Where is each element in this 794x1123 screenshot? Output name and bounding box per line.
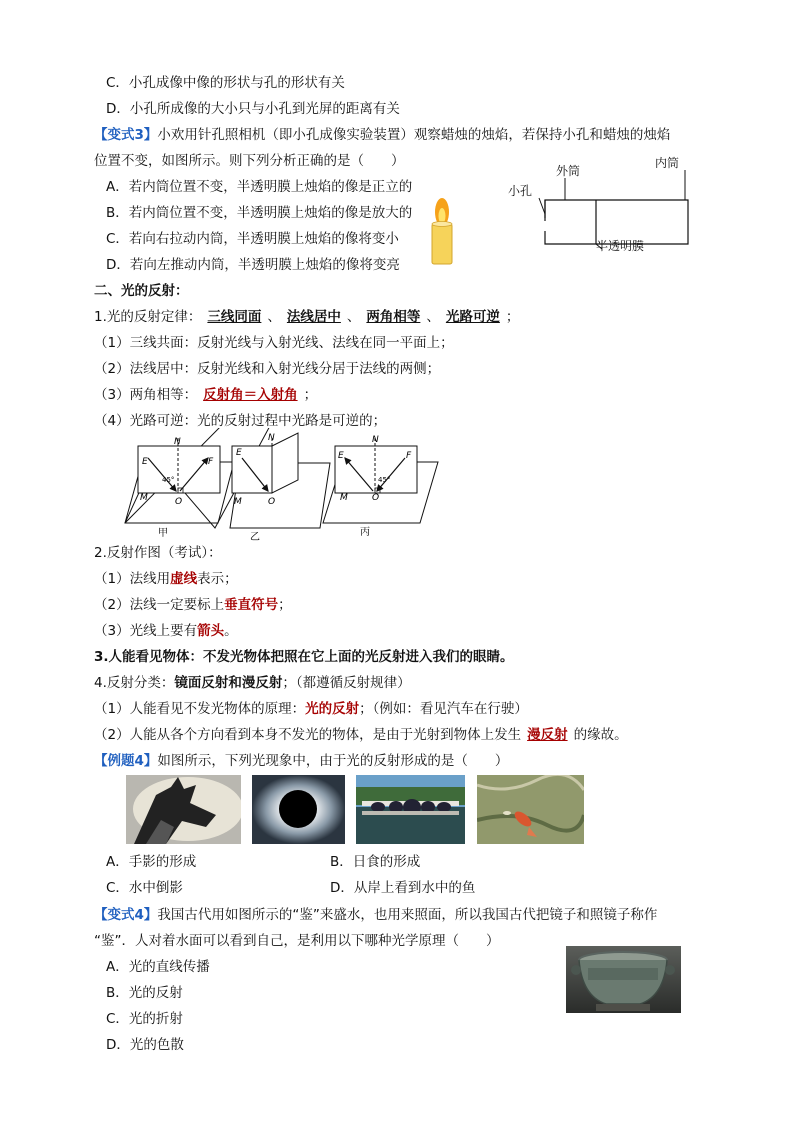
drawing-title: 2.反射作图（考试）：	[94, 545, 222, 561]
variant3-option-b: B．若内筒位置不变，半透明膜上烛焰的像是放大的	[106, 205, 413, 221]
drawing-rule-3: （3）光线上要有箭头。	[94, 623, 238, 639]
section2-title: 二、光的反射：	[94, 283, 189, 299]
variant4-stem-line1: 【变式4】我国古代用如图所示的“鉴”来盛水，也用来照面，所以我国古代把镜子和照镜子称作	[94, 907, 658, 923]
label-m-yi: M	[234, 497, 242, 507]
label-e-bing: E	[338, 451, 344, 461]
variant4-option-b: B．光的反射	[106, 985, 183, 1001]
variant3-option-d: D．若向左推动内筒，半透明膜上烛焰的像将变亮	[106, 257, 400, 273]
reflection-law-line: 1.光的反射定律： 三线同面 、 法线居中 、 两角相等 、 光路可逆 ；	[94, 309, 520, 325]
variant4-stem-line2: “鉴”．人对着水面可以看到自己，是利用以下哪种光学原理（ ）	[94, 933, 500, 949]
label-o-bing: O	[372, 493, 380, 503]
bronze-jian-basin-photo	[566, 946, 681, 1013]
fish-in-water-photo	[477, 775, 584, 844]
label-f-bing: F	[406, 451, 412, 461]
label-f-jia: F	[208, 457, 214, 467]
label-bing: 丙	[360, 527, 370, 538]
pinhole-label: 小孔	[508, 184, 533, 198]
label-m-jia: M	[140, 493, 148, 503]
water-reflection-photo	[356, 775, 465, 844]
reflection-diagrams	[120, 428, 450, 543]
variant3-option-a: A．若内筒位置不变，半透明膜上烛焰的像是正立的	[106, 179, 413, 195]
label-e-yi: E	[236, 448, 242, 458]
q3-option-d: D．小孔所成像的大小只与小孔到光屏的距离有关	[106, 101, 400, 117]
label-angle-jia: 45°	[162, 476, 175, 484]
example4-option-a: A．手影的形成	[106, 854, 197, 870]
drawing-rule-2: （2）法线一定要标上垂直符号；	[94, 597, 292, 613]
law-point-3: （3）两角相等： 反射角＝入射角 ；	[94, 387, 318, 403]
variant3-tag: 【变式3】	[94, 127, 158, 143]
hand-shadow-photo	[126, 775, 241, 844]
label-yi: 乙	[250, 532, 260, 543]
law-answer-2: 法线居中	[286, 309, 341, 325]
diagram-yi	[230, 433, 330, 528]
law-point-1: （1）三线共面：反射光线与入射光线、法线在同一平面上；	[94, 335, 454, 351]
reflection-types-2: （2）人能从各个方向看到本身不发光的物体，是由于光射到物体上发生 漫反射 的缘故。	[94, 727, 628, 743]
reflection-types-line: 4.反射分类：镜面反射和漫反射；（都遵循反射规律）	[94, 675, 411, 691]
q3-option-c: C．小孔成像中像的形状与孔的形状有关	[106, 75, 345, 91]
example4-option-b: B．日食的形成	[330, 854, 421, 870]
law-answer-1: 三线同面	[207, 309, 262, 325]
label-n-bing: N	[372, 435, 379, 445]
variant4-option-a: A．光的直线传播	[106, 959, 210, 975]
variant3-stem-line1: 【变式3】小欢用针孔照相机（即小孔成像实验装置）观察蜡烛的烛焰，若保持小孔和蜡烛的烛焰	[94, 127, 671, 143]
variant4-option-d: D．光的色散	[106, 1037, 184, 1053]
example4-option-d: D．从岸上看到水中的鱼	[330, 880, 476, 896]
label-o-yi: O	[268, 497, 276, 507]
example4-stem: 【例题4】如图所示，下列光现象中，由于光的反射形成的是（ ）	[94, 753, 509, 769]
inner-tube-label: 内筒	[655, 156, 680, 170]
label-n-yi: N	[268, 433, 275, 443]
example4-option-c: C．水中倒影	[106, 880, 183, 896]
seeing-objects-point: 3.人能看见物体：不发光物体把照在它上面的光反射进入我们的眼睛。	[94, 649, 514, 665]
label-m-bing: M	[340, 493, 348, 503]
law-point-4: （4）光路可逆：光的反射过程中光路是可逆的；	[94, 413, 387, 429]
outer-tube-label: 外筒	[556, 164, 581, 178]
label-angle-bing: 45°	[378, 476, 391, 484]
law-point-2: （2）法线居中：反射光线和入射光线分居于法线的两侧；	[94, 361, 441, 377]
label-o-jia: O	[175, 497, 183, 507]
variant3-option-c: C．若向右拉动内筒，半透明膜上烛焰的像将变小	[106, 231, 399, 247]
drawing-rule-1: （1）法线用虚线表示；	[94, 571, 238, 587]
law-point-3-answer: 反射角＝入射角	[203, 387, 298, 403]
label-n-jia: N	[174, 437, 181, 447]
film-label: 半透明膜	[596, 239, 645, 253]
solar-eclipse-photo	[252, 775, 345, 844]
candle-figure	[426, 196, 458, 268]
variant3-stem-line2: 位置不变，如图所示。则下列分析正确的是（ ）	[94, 153, 405, 169]
variant4-option-c: C．光的折射	[106, 1011, 183, 1027]
label-jia: 甲	[158, 528, 168, 539]
variant4-tag: 【变式4】	[94, 907, 158, 923]
reflection-types-1: （1）人能看见不发光物体的原理：光的反射；（例如：看见汽车在行驶）	[94, 701, 528, 717]
law-answer-3: 两角相等	[366, 309, 421, 325]
candle-body	[432, 224, 452, 264]
law-answer-4: 光路可逆	[445, 309, 500, 325]
example4-tag: 【例题4】	[94, 753, 158, 769]
label-e-jia: E	[142, 457, 148, 467]
diffuse-reflection-answer: 漫反射	[527, 727, 568, 743]
